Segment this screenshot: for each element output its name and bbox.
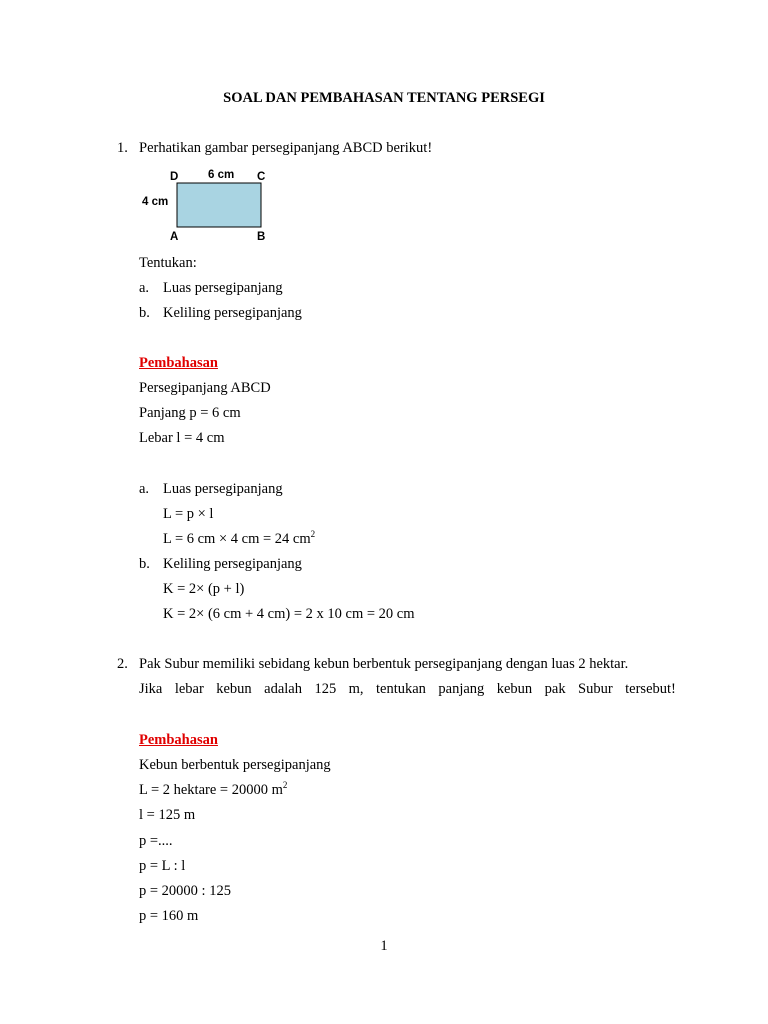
- pembahasan-heading-2: Pembahasan: [139, 732, 218, 748]
- part-a-text: Luas persegipanjang: [163, 280, 283, 296]
- area-conversion: [139, 781, 287, 799]
- rectangle-diagram: [138, 166, 278, 244]
- solution-b-marker: b.: [139, 556, 150, 572]
- solution-line: Lebar l = 4 cm: [139, 430, 225, 446]
- word: Jika: [139, 681, 163, 697]
- part-b-text: Keliling persegipanjang: [163, 305, 302, 321]
- corner-d-label: D: [170, 171, 179, 183]
- question-1-text: Perhatikan gambar persegipanjang ABCD berikut!: [139, 140, 433, 156]
- solution-line: Kebun berbentuk persegipanjang: [139, 757, 331, 773]
- word: 125: [314, 681, 337, 697]
- corner-c-label: C: [257, 171, 266, 183]
- part-b-marker: b.: [139, 305, 150, 321]
- word: panjang: [438, 681, 485, 697]
- word: lebar: [174, 681, 204, 697]
- question-1-number: 1.: [117, 140, 128, 156]
- solution-line: p = 20000 : 125: [139, 883, 231, 899]
- length-label: 6 cm: [208, 169, 235, 181]
- width-label: 4 cm: [142, 196, 169, 208]
- solution-line: l = 125 m: [139, 807, 196, 823]
- area-unit-exponent: 2: [282, 780, 288, 790]
- pembahasan-heading-1: Pembahasan: [139, 355, 218, 371]
- solution-line: Persegipanjang ABCD: [139, 380, 271, 396]
- word: tersebut!: [625, 681, 676, 697]
- question-2-line-1: Pak Subur memiliki sebidang kebun berbentuk persegipanjang dengan luas 2 hektar.: [139, 656, 629, 672]
- solution-line: Panjang p = 6 cm: [139, 405, 241, 421]
- tentukan-label: Tentukan:: [139, 255, 197, 271]
- area-conversion-text: L = 2 hektare = 20000 m: [139, 782, 283, 798]
- solution-a-marker: a.: [139, 481, 150, 497]
- word: adalah: [264, 681, 302, 697]
- area-formula: L = p × l: [163, 506, 214, 522]
- page-title: SOAL DAN PEMBAHASAN TENTANG PERSEGI: [223, 90, 545, 106]
- solution-line: p =....: [139, 833, 173, 849]
- page-number: 1: [380, 938, 388, 954]
- perimeter-formula: K = 2× (p + l): [163, 581, 245, 597]
- part-a-marker: a.: [139, 280, 150, 296]
- solution-b-title: Keliling persegipanjang: [163, 556, 302, 572]
- word: tentukan: [376, 681, 426, 697]
- area-calculation: [163, 530, 315, 548]
- word: pak: [544, 681, 566, 697]
- area-calculation-text: L = 6 cm × 4 cm = 24 cm: [163, 531, 311, 547]
- solution-a-title: Luas persegipanjang: [163, 481, 283, 497]
- perimeter-calculation: K = 2× (6 cm + 4 cm) = 2 x 10 cm = 20 cm: [163, 606, 415, 622]
- word: kebun: [496, 681, 533, 697]
- rectangle-figure: [138, 166, 278, 244]
- corner-b-label: B: [257, 231, 266, 243]
- word: Subur: [578, 681, 613, 697]
- word: kebun: [216, 681, 252, 697]
- question-2-number: 2.: [117, 656, 128, 672]
- question-2-line-2: [139, 680, 676, 698]
- word: m,: [348, 681, 364, 697]
- corner-a-label: A: [170, 231, 179, 243]
- solution-line: p = L : l: [139, 858, 186, 874]
- area-unit-exponent: 2: [310, 529, 316, 539]
- solution-line: p = 160 m: [139, 908, 199, 924]
- rectangle-abcd: [177, 183, 261, 227]
